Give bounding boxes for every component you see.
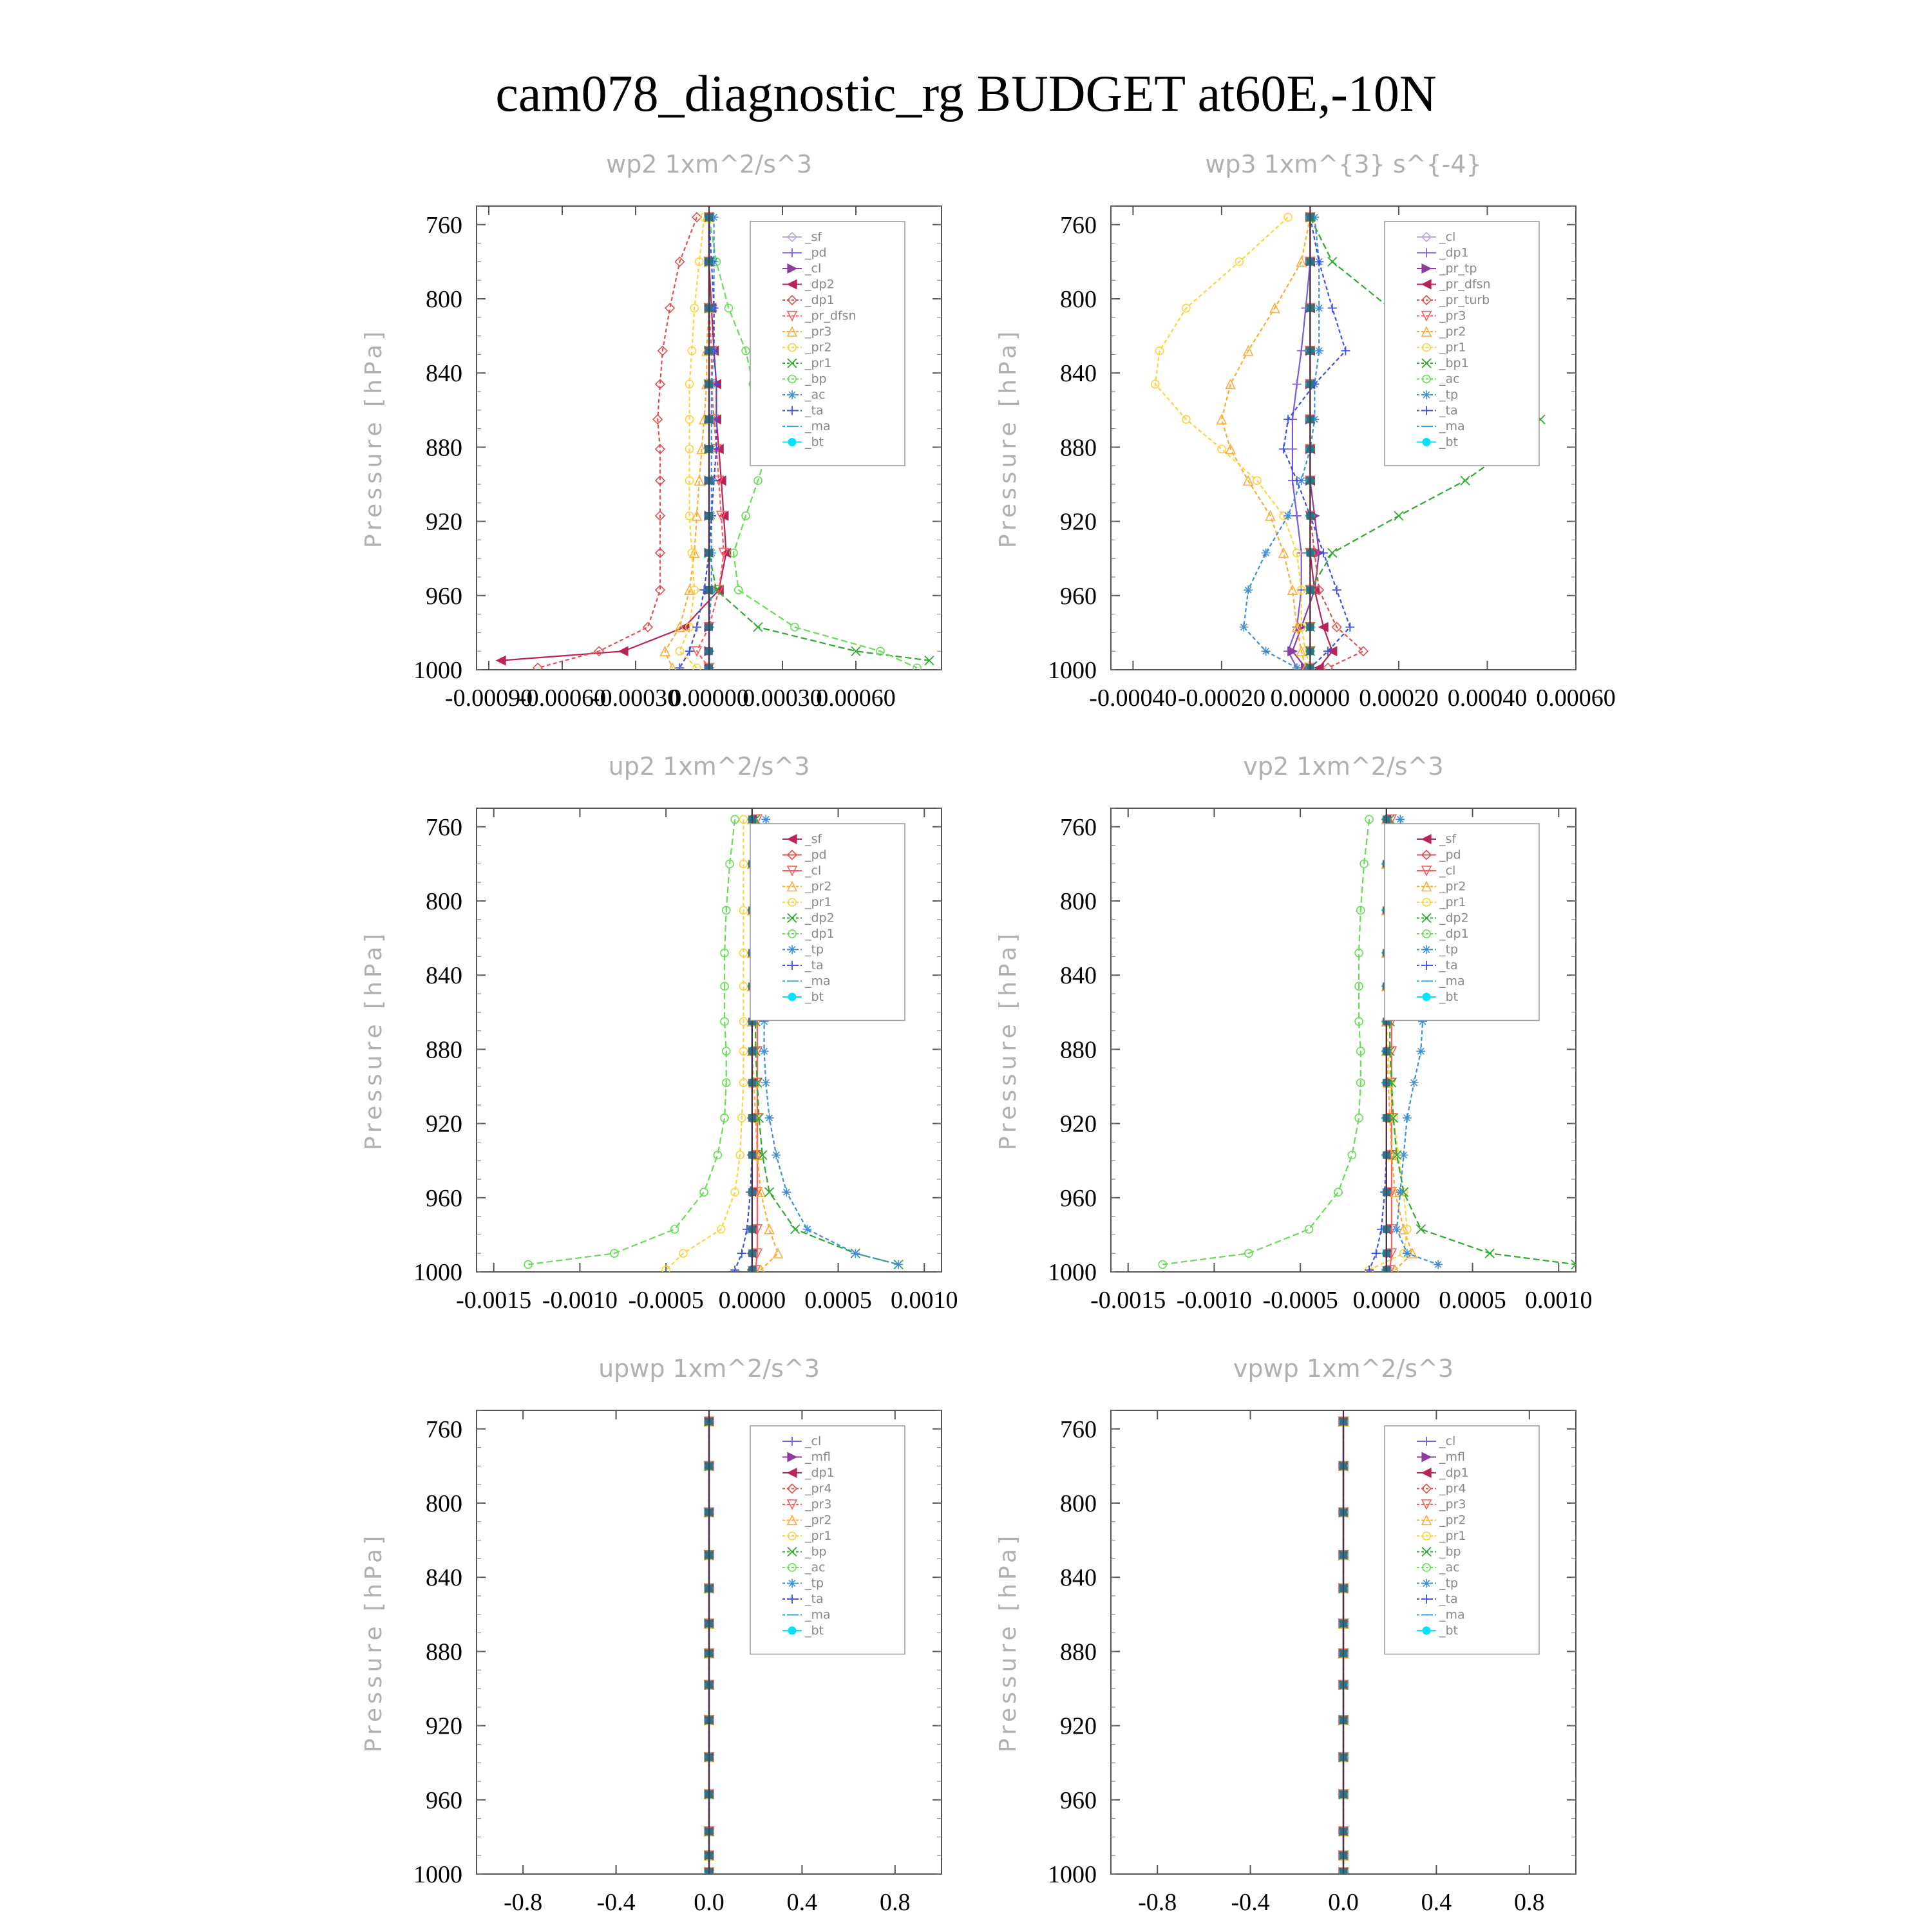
x-tick-label: 0.4 [786, 1889, 818, 1916]
legend-label: _dp2 [1439, 911, 1469, 925]
bt-level-marker [705, 213, 713, 221]
data-point [1416, 1046, 1425, 1056]
bt-level-marker [1340, 1716, 1347, 1724]
bt-level-marker [1340, 1828, 1347, 1835]
bt-level-marker [1340, 1681, 1347, 1689]
y-tick-label: 800 [426, 1490, 462, 1517]
bt-level-marker [1340, 1551, 1347, 1559]
x-tick-label: 0.8 [880, 1889, 911, 1916]
legend [1385, 222, 1539, 466]
bt-level-marker [1306, 380, 1314, 388]
legend-swatch-marker [1422, 945, 1431, 954]
x-tick-label: -0.00090 [444, 685, 533, 712]
legend [750, 222, 905, 466]
x-tick-label: -0.00030 [591, 685, 680, 712]
legend-label: _pr2 [805, 879, 832, 894]
bt-level-marker [1383, 1188, 1390, 1196]
y-tick-label: 840 [426, 1564, 462, 1592]
legend-swatch-marker [788, 945, 797, 954]
y-axis-label: Pressure [hPa] [995, 929, 1021, 1151]
x-tick-label: -0.0015 [1090, 1287, 1166, 1314]
legend-label: _dp1 [1439, 245, 1469, 260]
bt-level-marker [748, 1079, 756, 1086]
y-tick-label: 1000 [1048, 657, 1097, 684]
panel-title: vpwp 1xm^2/s^3 [1233, 1354, 1454, 1383]
legend-label: _pr2 [1439, 879, 1466, 894]
legend-label: _bt [805, 435, 824, 450]
bt-level-marker [1306, 304, 1314, 312]
legend-label: _tp [1439, 942, 1459, 957]
y-tick-label: 800 [1060, 888, 1097, 915]
bt-level-marker [705, 1462, 713, 1470]
x-tick-label: -0.00060 [518, 685, 607, 712]
bt-level-marker [705, 1508, 713, 1516]
legend-swatch-marker [788, 439, 796, 446]
legend-label: _ac [805, 1560, 826, 1575]
bt-level-marker [1306, 477, 1314, 484]
x-tick-label: -0.4 [596, 1889, 636, 1916]
legend-label: _ma [1439, 974, 1465, 989]
bt-level-marker [705, 258, 713, 265]
bt-level-marker [748, 815, 756, 823]
y-tick-label: 880 [426, 1638, 462, 1666]
y-tick-label: 920 [426, 1712, 462, 1740]
x-tick-label: 0.0 [1328, 1889, 1359, 1916]
bt-level-marker [1306, 213, 1314, 221]
legend-label: _ac [805, 388, 826, 402]
legend [750, 1426, 905, 1654]
bt-level-marker [705, 623, 713, 631]
legend-label: _dp1 [1439, 1466, 1469, 1480]
legend-swatch-marker [788, 993, 796, 1001]
legend-label: _pr_dfsn [805, 308, 857, 323]
legend-label: _pr2 [805, 340, 832, 355]
bt-level-marker [705, 647, 713, 655]
bt-level-marker [1340, 1462, 1347, 1470]
x-tick-label: 0.0005 [1439, 1287, 1506, 1314]
bt-level-marker [1383, 1079, 1390, 1086]
legend-label: _ta [805, 958, 824, 972]
legend-label: _bt [1439, 435, 1459, 450]
legend-label: _bp1 [1439, 356, 1469, 370]
bt-level-marker [1340, 1649, 1347, 1657]
bt-level-marker [748, 1226, 756, 1233]
legend-label: _pr4 [805, 1481, 832, 1496]
y-tick-label: 960 [1060, 1786, 1097, 1814]
bt-level-marker [1306, 623, 1314, 631]
x-tick-label: 0.00060 [816, 685, 896, 712]
y-tick-label: 920 [426, 1110, 462, 1138]
x-tick-label: 0.8 [1514, 1889, 1545, 1916]
legend-label: _pr1 [805, 1529, 832, 1543]
y-tick-label: 880 [1060, 434, 1097, 462]
bt-level-marker [1383, 1047, 1390, 1055]
bt-level-marker [1306, 415, 1314, 423]
y-tick-label: 920 [1060, 1110, 1097, 1138]
bt-level-marker [1340, 1417, 1347, 1425]
bt-level-marker [1340, 1790, 1347, 1798]
legend-label: _ta [805, 403, 824, 418]
panel-title: wp3 1xm^{3} s^{-4} [1205, 150, 1482, 178]
bt-level-marker [705, 445, 713, 453]
y-axis-label: Pressure [hPa] [995, 1531, 1021, 1753]
x-tick-label: 0.0000 [1352, 1287, 1421, 1314]
legend-label: _bp [1439, 1544, 1461, 1559]
legend-label: _bt [805, 990, 824, 1004]
x-tick-label: -0.0010 [1176, 1287, 1253, 1314]
x-tick-label: -0.0015 [456, 1287, 532, 1314]
bt-level-marker [1306, 347, 1314, 355]
bt-level-marker [1383, 815, 1390, 823]
x-tick-label: -0.4 [1231, 1889, 1270, 1916]
data-point [1396, 1188, 1405, 1197]
x-tick-label: -0.00020 [1177, 685, 1265, 712]
legend-label: _pr3 [1439, 308, 1466, 323]
bt-level-marker [1340, 1852, 1347, 1859]
bt-level-marker [705, 1649, 713, 1657]
legend-swatch-marker [1423, 1627, 1430, 1634]
bt-level-marker [705, 1551, 713, 1559]
legend-swatch-marker [788, 390, 797, 399]
legend-label: _cl [805, 864, 822, 878]
bt-level-marker [705, 1828, 713, 1835]
legend-label: _cl [1439, 1434, 1456, 1448]
bt-level-marker [1306, 445, 1314, 453]
bt-level-marker [705, 380, 713, 388]
y-tick-label: 960 [426, 1184, 462, 1212]
legend-label: _pr1 [805, 356, 832, 370]
x-tick-label: 0.00040 [1447, 685, 1528, 712]
y-axis-label: Pressure [hPa] [361, 929, 387, 1151]
x-tick-label: 0.4 [1421, 1889, 1452, 1916]
data-point [1392, 1225, 1401, 1234]
bt-level-marker [705, 586, 713, 594]
panel-title: wp2 1xm^2/s^3 [606, 150, 812, 178]
legend-swatch-marker [788, 1579, 797, 1588]
x-tick-label: 0.0005 [804, 1287, 872, 1314]
y-tick-label: 960 [1060, 582, 1097, 610]
y-tick-label: 840 [426, 360, 462, 388]
data-point [1434, 1260, 1443, 1269]
y-tick-label: 920 [1060, 508, 1097, 536]
y-tick-label: 800 [426, 888, 462, 915]
legend-label: _cl [805, 1434, 822, 1448]
y-tick-label: 880 [1060, 1638, 1097, 1666]
y-tick-label: 1000 [1048, 1259, 1097, 1286]
bt-level-marker [1340, 1620, 1347, 1627]
legend-label: _pr_turb [1439, 293, 1490, 307]
y-tick-label: 880 [426, 1036, 462, 1064]
panel-title: vp2 1xm^2/s^3 [1243, 752, 1444, 781]
legend-label: _bt [1439, 990, 1459, 1004]
legend-swatch-marker [1422, 1579, 1431, 1588]
bt-level-marker [1306, 258, 1314, 265]
y-tick-label: 1000 [413, 657, 462, 684]
legend-label: _ma [1439, 1607, 1465, 1622]
bt-level-marker [748, 1151, 756, 1159]
x-tick-label: -0.0005 [628, 1287, 704, 1314]
x-tick-label: 0.00000 [669, 685, 749, 712]
legend-label: _pr1 [1439, 895, 1466, 909]
bt-level-marker [748, 1188, 756, 1196]
bt-level-marker [1383, 1151, 1390, 1159]
legend-label: _mfl [805, 1450, 831, 1464]
y-tick-label: 960 [1060, 1184, 1097, 1212]
legend-label: _ma [805, 1607, 831, 1622]
bt-level-marker [1340, 1584, 1347, 1592]
data-point [802, 1225, 811, 1234]
legend-label: _sf [1439, 832, 1457, 846]
legend-label: _pd [805, 245, 827, 260]
bt-level-marker [705, 1417, 713, 1425]
bt-level-marker [1306, 512, 1314, 520]
y-tick-label: 760 [426, 1416, 462, 1443]
legend-label: _ma [805, 419, 831, 433]
y-tick-label: 840 [1060, 962, 1097, 990]
legend-label: _pd [1439, 848, 1461, 862]
bt-level-marker [1340, 1508, 1347, 1516]
x-tick-label: -0.0010 [542, 1287, 618, 1314]
bt-level-marker [1306, 549, 1314, 557]
legend-label: _cl [1439, 230, 1456, 244]
bt-level-marker [1383, 1226, 1390, 1233]
legend-label: _pr2 [1439, 1513, 1466, 1528]
legend [1385, 824, 1539, 1021]
bt-level-marker [705, 1584, 713, 1592]
legend-label: _ac [1439, 1560, 1460, 1575]
legend-label: _bt [1439, 1624, 1459, 1638]
bt-level-marker [705, 1681, 713, 1689]
legend-label: _pr_dfsn [1439, 277, 1491, 292]
bt-level-marker [705, 1790, 713, 1798]
y-tick-label: 760 [1060, 813, 1097, 841]
y-tick-label: 760 [1060, 1416, 1097, 1443]
y-axis-label: Pressure [hPa] [361, 327, 387, 549]
legend-label: _pr3 [805, 1497, 832, 1511]
panel-title: up2 1xm^2/s^3 [608, 752, 810, 781]
legend-label: _cl [805, 261, 822, 276]
legend-label: _bp [805, 1544, 827, 1559]
x-tick-label: -0.8 [504, 1889, 543, 1916]
y-tick-label: 800 [426, 286, 462, 313]
x-tick-label: 0.00030 [743, 685, 822, 712]
x-tick-label: 0.0000 [718, 1287, 786, 1314]
x-tick-label: 0.00000 [1270, 685, 1350, 712]
bt-level-marker [705, 549, 713, 557]
bt-level-marker [705, 512, 713, 520]
legend-label: _ma [1439, 419, 1465, 433]
bt-level-marker [748, 1047, 756, 1055]
x-tick-label: 0.00020 [1359, 685, 1439, 712]
x-tick-label: -0.8 [1138, 1889, 1177, 1916]
y-tick-label: 960 [426, 582, 462, 610]
figure-title: cam078_diagnostic_rg BUDGET at60E,-10N [495, 66, 1437, 122]
legend-label: _pr_tp [1439, 261, 1477, 276]
legend-label: _dp2 [805, 911, 835, 925]
legend-label: _ta [1439, 403, 1458, 418]
bt-level-marker [1306, 586, 1314, 594]
bt-level-marker [705, 415, 713, 423]
legend-label: _dp1 [805, 1466, 835, 1480]
data-point [1396, 815, 1405, 824]
bt-level-marker [1383, 1114, 1390, 1122]
legend-swatch-marker [1423, 993, 1430, 1001]
bt-level-marker [1306, 647, 1314, 655]
bt-level-marker [748, 1114, 756, 1122]
legend-label: _pr2 [1439, 325, 1466, 339]
legend-label: _dp1 [805, 927, 835, 941]
y-tick-label: 1000 [413, 1861, 462, 1888]
legend-label: _ac [1439, 372, 1460, 386]
bt-level-marker [748, 1249, 756, 1257]
bt-level-marker [1383, 1249, 1390, 1257]
legend-label: _dp1 [1439, 927, 1469, 941]
y-tick-label: 920 [1060, 1712, 1097, 1740]
legend-label: _bt [805, 1624, 824, 1638]
legend-label: _ta [805, 1592, 824, 1606]
legend-label: _ta [1439, 1592, 1458, 1606]
bt-level-marker [705, 1620, 713, 1627]
legend-label: _sf [805, 230, 822, 244]
legend-label: _cl [1439, 864, 1456, 878]
legend-label: _pr1 [1439, 340, 1466, 355]
bt-level-marker [705, 1852, 713, 1859]
legend-label: _pr3 [1439, 1497, 1466, 1511]
legend-label: _pr1 [805, 895, 832, 909]
legend-label: _pr2 [805, 1513, 832, 1528]
legend-label: _tp [1439, 1576, 1459, 1591]
bt-level-marker [705, 304, 713, 312]
legend-label: _pr1 [1439, 1529, 1466, 1543]
y-tick-label: 800 [1060, 1490, 1097, 1517]
x-tick-label: 0.0010 [891, 1287, 958, 1314]
bt-level-marker [705, 1716, 713, 1724]
x-tick-label: -0.0005 [1262, 1287, 1338, 1314]
legend [750, 824, 905, 1021]
y-tick-label: 920 [426, 508, 462, 536]
y-tick-label: 840 [1060, 1564, 1097, 1592]
legend-label: _bp [805, 372, 827, 386]
x-tick-label: 0.00060 [1536, 685, 1616, 712]
legend-label: _pd [805, 848, 827, 862]
y-tick-label: 1000 [413, 1259, 462, 1286]
y-tick-label: 960 [426, 1786, 462, 1814]
legend-label: _ma [805, 974, 831, 989]
legend-label: _sf [805, 832, 822, 846]
legend-label: _tp [805, 942, 824, 957]
y-axis-label: Pressure [hPa] [361, 1531, 387, 1753]
legend-label: _dp2 [805, 277, 835, 292]
y-tick-label: 760 [426, 813, 462, 841]
panel-title: upwp 1xm^2/s^3 [598, 1354, 820, 1383]
bt-level-marker [705, 347, 713, 355]
y-tick-label: 1000 [1048, 1861, 1097, 1888]
data-point [1410, 1078, 1419, 1087]
x-tick-label: -0.00040 [1089, 685, 1177, 712]
y-tick-label: 800 [1060, 286, 1097, 313]
y-tick-label: 840 [1060, 360, 1097, 388]
legend-label: _tp [1439, 388, 1459, 402]
legend-label: _pr4 [1439, 1481, 1466, 1496]
bt-level-marker [705, 477, 713, 484]
y-axis-label: Pressure [hPa] [995, 327, 1021, 549]
y-tick-label: 880 [1060, 1036, 1097, 1064]
y-tick-label: 760 [426, 211, 462, 239]
y-tick-label: 880 [426, 434, 462, 462]
legend [1385, 1426, 1539, 1654]
legend-swatch-marker [1422, 390, 1431, 399]
legend-swatch-marker [1423, 439, 1430, 446]
legend-label: _dp1 [805, 293, 835, 307]
y-tick-label: 840 [426, 962, 462, 990]
x-tick-label: 0.0 [694, 1889, 724, 1916]
bt-level-marker [1340, 1754, 1347, 1761]
x-tick-label: 0.0010 [1525, 1287, 1593, 1314]
legend-swatch-marker [788, 1627, 796, 1634]
legend-label: _ta [1439, 958, 1458, 972]
bt-level-marker [705, 1754, 713, 1761]
legend-label: _tp [805, 1576, 824, 1591]
y-tick-label: 760 [1060, 211, 1097, 239]
legend-label: _mfl [1439, 1450, 1465, 1464]
legend-label: _pr3 [805, 325, 832, 339]
